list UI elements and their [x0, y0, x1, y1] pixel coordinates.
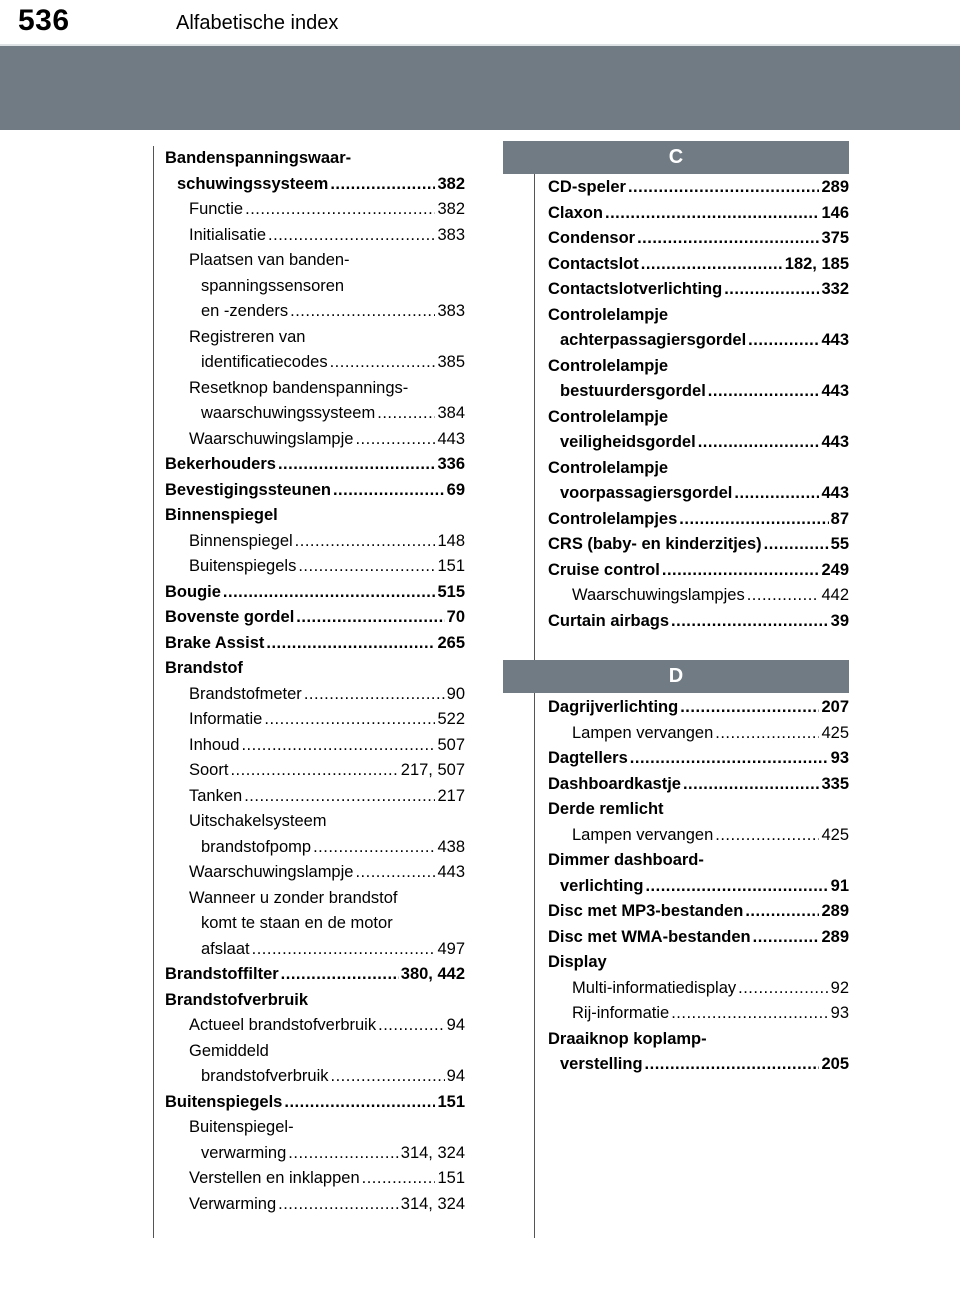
- entry-page-ref: 94: [446, 1067, 465, 1085]
- page-title: Alfabetische index: [176, 12, 339, 34]
- entry-label: Dagtellers: [548, 749, 628, 767]
- leader-dots: [330, 1064, 444, 1090]
- entry-page-ref: 217, 507: [400, 761, 465, 779]
- leader-dots: [637, 226, 819, 252]
- index-column-c: [548, 175, 849, 634]
- entry-page-ref: 380, 442: [400, 965, 465, 983]
- leader-dots: [378, 1013, 445, 1039]
- leader-dots: [252, 937, 436, 963]
- entry-label: Disc met MP3-bestanden: [548, 902, 744, 920]
- entry-label: bestuurdersgordel: [560, 382, 706, 400]
- entry-label: Verwarming: [189, 1194, 277, 1213]
- entry-page-ref: 87: [830, 509, 849, 528]
- index-entry: [548, 721, 849, 747]
- leader-dots: [708, 379, 820, 405]
- entry-label: Cruise control: [548, 560, 660, 579]
- entry-label: Multi-informatiedisplay: [572, 978, 737, 997]
- index-entry: Buitenspiegel-: [189, 1118, 294, 1136]
- index-entry: [165, 631, 465, 657]
- index-entry: Wanneer u zonder brandstof: [189, 888, 398, 907]
- entry-page-ref: 151: [437, 1169, 465, 1187]
- entry-page-ref: 94: [446, 1016, 465, 1034]
- entry-label: Lampen vervangen: [572, 723, 714, 742]
- entry-page-ref: 182, 185: [784, 254, 849, 273]
- index-entry: [165, 427, 465, 453]
- index-entry: [548, 532, 849, 558]
- entry-page-ref: 92: [830, 978, 849, 997]
- leader-dots: [745, 899, 819, 925]
- entry-page-ref: 151: [437, 1092, 465, 1111]
- header-band: [0, 46, 960, 130]
- index-entry: komt te staan en de motor: [201, 914, 393, 932]
- index-entry: [165, 733, 465, 759]
- leader-dots: [268, 223, 435, 249]
- index-entry: [548, 430, 849, 456]
- index-entry: [548, 328, 849, 354]
- entry-label: Waarschuwingslampjes: [572, 586, 745, 604]
- entry-label: Binnenspiegel: [189, 531, 293, 550]
- entry-page-ref: 442: [821, 586, 849, 604]
- entry-page-ref: 522: [437, 710, 465, 728]
- leader-dots: [715, 721, 819, 747]
- entry-page-ref: 497: [437, 939, 465, 958]
- entry-label: CD-speler: [548, 178, 626, 196]
- entry-label: Inhoud: [189, 735, 240, 754]
- entry-label: Tanken: [189, 786, 243, 805]
- entry-label: Rij-informatie: [572, 1004, 670, 1022]
- index-entry: Gemiddeld: [189, 1041, 269, 1060]
- section-header-c: C: [503, 141, 849, 174]
- entry-label: CRS (baby- en kinderzitjes): [548, 535, 762, 553]
- entry-page-ref: 385: [437, 353, 465, 371]
- entry-label: Lampen vervangen: [572, 825, 714, 844]
- index-entry: Bandenspanningswaar-: [165, 149, 352, 167]
- entry-page-ref: 265: [437, 633, 465, 652]
- entry-label: Brandstoffilter: [165, 965, 279, 983]
- index-entry: [548, 226, 849, 252]
- entry-page-ref: 443: [821, 331, 849, 349]
- leader-dots: [641, 252, 783, 278]
- index-entry: [165, 350, 465, 376]
- entry-page-ref: 335: [821, 774, 849, 793]
- index-entry: Draaiknop koplamp-: [548, 1029, 707, 1048]
- index-entry: [548, 558, 849, 584]
- entry-page-ref: 93: [830, 1004, 849, 1022]
- index-entry: [548, 481, 849, 507]
- index-entry: [548, 201, 849, 227]
- entry-page-ref: 507: [437, 735, 465, 754]
- leader-dots: [362, 1166, 436, 1192]
- leader-dots: [264, 707, 435, 733]
- entry-label: Waarschuwingslampje: [189, 863, 354, 881]
- section-header-d: D: [503, 660, 849, 693]
- leader-dots: [266, 631, 435, 657]
- entry-label: verwarming: [201, 1143, 287, 1162]
- entry-page-ref: 336: [437, 455, 465, 473]
- leader-dots: [241, 733, 435, 759]
- index-entry: [165, 1192, 465, 1218]
- entry-label: identificatiecodes: [201, 353, 328, 371]
- entry-label: Brake Assist: [165, 633, 265, 652]
- index-entry: spanningssensoren: [201, 276, 345, 295]
- entry-label: Verstellen en inklappen: [189, 1169, 360, 1187]
- entry-page-ref: 207: [821, 698, 849, 716]
- entry-page-ref: 375: [821, 229, 849, 247]
- index-entry: Registreren van: [189, 327, 306, 346]
- entry-page-ref: 148: [437, 531, 465, 550]
- entry-page-ref: 384: [437, 404, 465, 422]
- entry-label: Contactslot: [548, 254, 639, 273]
- leader-dots: [679, 507, 828, 533]
- entry-label: veiligheidsgordel: [560, 433, 696, 451]
- entry-page-ref: 217: [437, 786, 465, 805]
- leader-dots: [377, 401, 435, 427]
- index-entry: [548, 746, 849, 772]
- index-entry: Brandstof: [165, 659, 243, 677]
- leader-dots: [355, 860, 435, 886]
- entry-page-ref: 93: [830, 749, 849, 767]
- leader-dots: [734, 481, 819, 507]
- index-entry: Resetknop bandenspannings-: [189, 378, 409, 397]
- index-entry: [165, 835, 465, 861]
- index-entry: Binnenspiegel: [165, 506, 278, 524]
- index-entry: [165, 605, 465, 631]
- leader-dots: [281, 962, 399, 988]
- index-entry: [548, 772, 849, 798]
- entry-label: Controlelampjes: [548, 509, 678, 528]
- entry-page-ref: 438: [437, 837, 465, 856]
- entry-label: Soort: [189, 761, 229, 779]
- entry-page-ref: 443: [821, 382, 849, 400]
- leader-dots: [244, 784, 435, 810]
- entry-page-ref: 39: [830, 611, 849, 630]
- leader-dots: [645, 1052, 820, 1078]
- page-header: [0, 0, 960, 46]
- entry-page-ref: 91: [830, 876, 849, 895]
- leader-dots: [715, 823, 819, 849]
- index-entry: Controlelampje: [548, 458, 669, 477]
- leader-dots: [330, 172, 435, 198]
- entry-page-ref: 314, 324: [400, 1143, 465, 1162]
- entry-label: Buitenspiegels: [189, 557, 297, 575]
- entry-page-ref: 382: [437, 174, 465, 193]
- leader-dots: [313, 835, 435, 861]
- index-entry: [165, 1090, 465, 1116]
- entry-page-ref: 70: [446, 608, 465, 626]
- page-number: 536: [18, 4, 70, 37]
- leader-dots: [747, 583, 820, 609]
- index-entry: [165, 478, 465, 504]
- leader-dots: [605, 201, 819, 227]
- index-entry: [548, 1001, 849, 1027]
- entry-label: afslaat: [201, 939, 250, 958]
- entry-page-ref: 289: [821, 927, 849, 946]
- entry-page-ref: 314, 324: [400, 1194, 465, 1213]
- entry-label: Claxon: [548, 203, 604, 222]
- index-entry: [548, 695, 849, 721]
- index-entry: [165, 223, 465, 249]
- entry-page-ref: 69: [446, 480, 465, 499]
- entry-label: Brandstofmeter: [189, 684, 302, 703]
- index-entry: [548, 277, 849, 303]
- entry-page-ref: 383: [437, 302, 465, 320]
- entry-label: Bevestigingssteunen: [165, 480, 331, 499]
- leader-dots: [738, 976, 829, 1002]
- index-entry: Controlelampje: [548, 407, 669, 426]
- index-entry: [548, 583, 849, 609]
- index-entry: Display: [548, 953, 607, 971]
- entry-label: Disc met WMA-bestanden: [548, 927, 751, 946]
- entry-label: Bekerhouders: [165, 455, 276, 473]
- entry-label: Actueel brandstofverbruik: [189, 1016, 377, 1034]
- index-entry: [165, 860, 465, 886]
- leader-dots: [330, 350, 436, 376]
- entry-label: Bovenste gordel: [165, 608, 295, 626]
- entry-page-ref: 289: [821, 178, 849, 196]
- entry-label: Informatie: [189, 710, 263, 728]
- index-entry: [548, 379, 849, 405]
- index-entry: [165, 937, 465, 963]
- leader-dots: [680, 695, 819, 721]
- entry-label: brandstofpomp: [201, 837, 312, 856]
- index-entry: Dimmer dashboard-: [548, 851, 704, 869]
- entry-label: verstelling: [560, 1055, 643, 1073]
- entry-label: en -zenders: [201, 302, 289, 320]
- entry-label: Waarschuwingslampje: [189, 429, 354, 448]
- entry-page-ref: 382: [437, 200, 465, 218]
- leader-dots: [662, 558, 820, 584]
- leader-dots: [290, 299, 435, 325]
- index-entry: [548, 175, 849, 201]
- index-column-left: [165, 146, 465, 1217]
- index-entry: [165, 682, 465, 708]
- entry-label: Dagrijverlichting: [548, 698, 679, 716]
- entry-label: Initialisatie: [189, 225, 267, 244]
- entry-page-ref: 383: [437, 225, 465, 244]
- entry-label: voorpassagiersgordel: [560, 484, 733, 502]
- index-entry: [165, 707, 465, 733]
- entry-label: Contactslotverlichting: [548, 280, 723, 298]
- index-entry: Brandstofverbruik: [165, 990, 309, 1009]
- leader-dots: [698, 430, 820, 456]
- leader-dots: [295, 529, 436, 555]
- entry-page-ref: 90: [446, 684, 465, 703]
- index-entry: [165, 1141, 465, 1167]
- entry-label: Functie: [189, 200, 244, 218]
- index-entry: [548, 252, 849, 278]
- entry-label: achterpassagiersgordel: [560, 331, 747, 349]
- index-entry: [165, 580, 465, 606]
- entry-label: schuwingssysteem: [177, 174, 329, 193]
- leader-dots: [333, 478, 445, 504]
- index-entry: [548, 899, 849, 925]
- entry-label: Buitenspiegels: [165, 1092, 283, 1111]
- index-entry: [165, 1166, 465, 1192]
- leader-dots: [298, 554, 435, 580]
- entry-page-ref: 515: [437, 582, 465, 601]
- entry-label: Dashboardkastje: [548, 774, 681, 793]
- leader-dots: [230, 758, 398, 784]
- entry-label: Curtain airbags: [548, 611, 670, 630]
- entry-page-ref: 443: [821, 433, 849, 451]
- entry-label: Condensor: [548, 229, 636, 247]
- entry-page-ref: 332: [821, 280, 849, 298]
- index-entry: Uitschakelsysteem: [189, 812, 327, 830]
- leader-dots: [671, 609, 829, 635]
- leader-dots: [645, 874, 828, 900]
- index-entry: Controlelampje: [548, 356, 669, 375]
- leader-dots: [288, 1141, 398, 1167]
- leader-dots: [304, 682, 445, 708]
- index-entry: [165, 784, 465, 810]
- leader-dots: [245, 197, 435, 223]
- entry-page-ref: 55: [830, 535, 849, 553]
- index-entry: [165, 1013, 465, 1039]
- entry-page-ref: 443: [437, 429, 465, 448]
- leader-dots: [683, 772, 820, 798]
- entry-page-ref: 205: [821, 1055, 849, 1073]
- index-entry: [548, 925, 849, 951]
- leader-dots: [355, 427, 435, 453]
- index-entry: [165, 452, 465, 478]
- index-entry: [548, 976, 849, 1002]
- left-column-rule: [153, 146, 154, 1238]
- entry-label: brandstofverbruik: [201, 1067, 329, 1085]
- index-entry: [165, 962, 465, 988]
- leader-dots: [628, 175, 820, 201]
- index-entry: [548, 874, 849, 900]
- index-entry: [548, 609, 849, 635]
- entry-page-ref: 151: [437, 557, 465, 575]
- leader-dots: [278, 1192, 399, 1218]
- leader-dots: [223, 580, 436, 606]
- entry-label: verlichting: [560, 876, 644, 895]
- leader-dots: [724, 277, 819, 303]
- index-entry: [165, 172, 465, 198]
- index-entry: [165, 1064, 465, 1090]
- index-entry: [165, 401, 465, 427]
- leader-dots: [278, 452, 436, 478]
- entry-page-ref: 425: [821, 723, 849, 742]
- leader-dots: [671, 1001, 828, 1027]
- leader-dots: [748, 328, 819, 354]
- entry-label: Bougie: [165, 582, 221, 601]
- index-entry: [165, 197, 465, 223]
- index-entry: [548, 1052, 849, 1078]
- leader-dots: [284, 1090, 435, 1116]
- index-entry: Derde remlicht: [548, 800, 664, 818]
- index-entry: [165, 758, 465, 784]
- leader-dots: [296, 605, 444, 631]
- entry-page-ref: 146: [821, 203, 849, 222]
- index-entry: [165, 554, 465, 580]
- entry-page-ref: 289: [821, 902, 849, 920]
- index-entry: [165, 299, 465, 325]
- entry-page-ref: 443: [437, 863, 465, 881]
- leader-dots: [630, 746, 829, 772]
- index-entry: [548, 507, 849, 533]
- index-entry: [548, 823, 849, 849]
- leader-dots: [764, 532, 829, 558]
- entry-page-ref: 443: [821, 484, 849, 502]
- index-entry: Plaatsen van banden-: [189, 251, 350, 269]
- index-entry: [165, 529, 465, 555]
- entry-page-ref: 249: [821, 560, 849, 579]
- leader-dots: [753, 925, 820, 951]
- index-entry: Controlelampje: [548, 305, 669, 324]
- index-column-d: [548, 695, 849, 1078]
- entry-page-ref: 425: [821, 825, 849, 844]
- entry-label: waarschuwingssysteem: [201, 404, 376, 422]
